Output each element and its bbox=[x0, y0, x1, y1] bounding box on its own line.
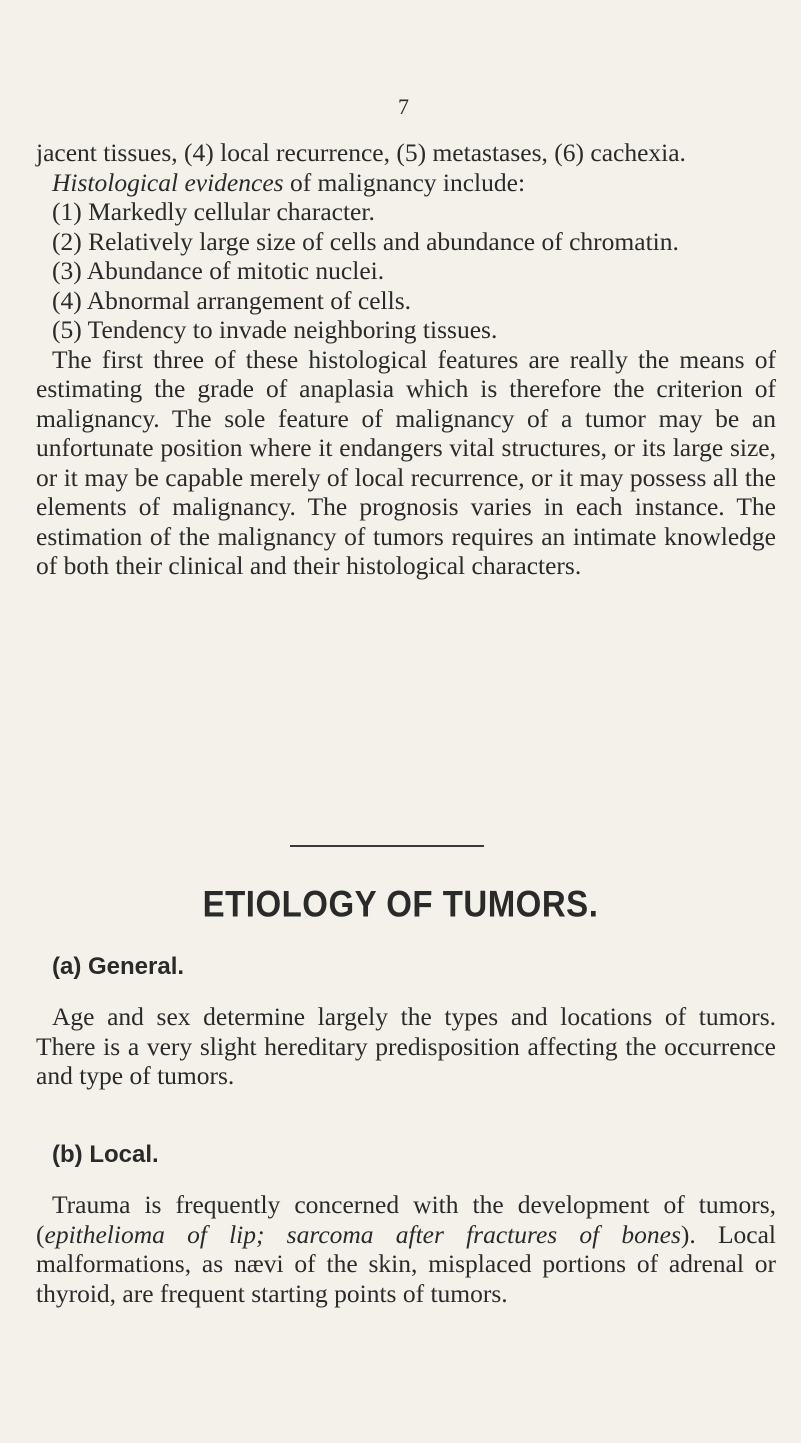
list-item: (3) Abundance of mitotic nuclei. bbox=[52, 256, 385, 285]
histological-intro-italic: Histological evidences bbox=[52, 167, 284, 197]
local-text-before: Trauma is frequently concerned with the development of tumors, ( bbox=[36, 1190, 776, 1249]
continuation-paragraph: jacent tissues, (4) local recurrence, (5) metastases, (6) cachexia. bbox=[36, 138, 686, 167]
list-item: (1) Markedly cellular character. bbox=[52, 197, 375, 226]
general-paragraph: Age and sex determine largely the types and locations of tumors. There is a very slight hereditary predisposition affecting the occurrence and type of tumors. bbox=[36, 1002, 776, 1090]
body-paragraph: The first three of these histological features are really the means of estimating the grade of anaplasia which is therefore the criterion of malignancy. The sole feature of malignancy of a tumor may be an unfortunate position where it endangers vital structures, or its large size, or it may be capable merely of local recurrence, or it may possess all the elements of malignancy. The prognosis varies in each instance. The estimation of the malignancy of tumors requires an intimate knowledge of both their clinical and their histological characters. bbox=[36, 344, 776, 580]
list-item: (5) Tendency to invade neighboring tissues. bbox=[52, 315, 498, 344]
histological-intro bbox=[36, 168, 776, 198]
histological-intro-text: of malignancy include: bbox=[283, 167, 526, 197]
section-heading: ETIOLOGY OF TUMORS. bbox=[202, 882, 599, 925]
local-section bbox=[36, 1190, 776, 1308]
list-item: (2) Relatively large size of cells and abundance of chromatin. bbox=[52, 226, 679, 256]
local-text-italic: epithelioma of lip; sarcoma after fractures of bones bbox=[44, 1219, 681, 1249]
subheading-local: (b) Local. bbox=[52, 1141, 159, 1168]
subheading-general: (a) General. bbox=[52, 953, 185, 980]
local-text-after: ). Local malformations, as nævi of the skin, misplaced portions of adrenal or thyroid, are frequent starting points of tumors. bbox=[36, 1219, 776, 1308]
section-divider bbox=[290, 845, 484, 847]
page-number: 7 bbox=[398, 94, 409, 119]
section-continuation bbox=[36, 138, 776, 581]
list-item: (4) Abnormal arrangement of cells. bbox=[52, 285, 411, 315]
general-section bbox=[36, 1002, 776, 1091]
local-paragraph bbox=[36, 1190, 776, 1308]
